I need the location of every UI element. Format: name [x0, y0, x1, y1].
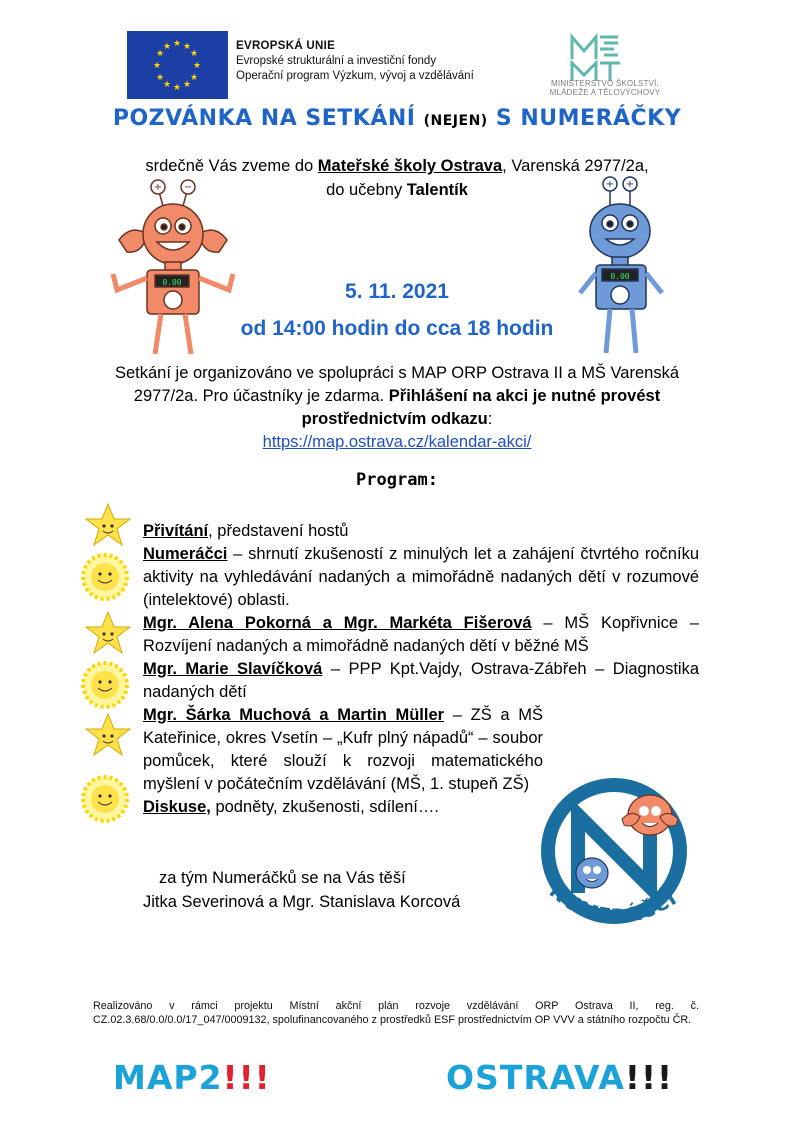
- program-item: [143, 520, 699, 543]
- org-text: Setkání je organizováno ve spolupráci s MAP ORP Ostrava II a MŠ Varenská 2977/2a. Pro účastníky je zdarma.: [114, 364, 680, 405]
- eu-funds-line: Evropské strukturální a investiční fondy: [236, 55, 437, 67]
- program-item-title: Numeráčci: [143, 545, 228, 563]
- title-part1: POZVÁNKA NA SETKÁNÍ: [112, 106, 424, 131]
- program-item: [143, 543, 699, 612]
- svg-text:+: +: [605, 179, 615, 190]
- map2-logo: [113, 1058, 271, 1097]
- room-name: Talentík: [406, 181, 468, 199]
- msmt-line2: MLÁDEŽE A TĚLOVÝCHOVY: [549, 88, 661, 97]
- svg-text:★: ★: [189, 73, 199, 83]
- school-name: Mateřské školy Ostrava: [317, 157, 503, 175]
- registration-link[interactable]: https://map.ostrava.cz/kalendar-akci/: [262, 433, 532, 451]
- svg-text:★: ★: [182, 80, 192, 90]
- svg-text:+: +: [153, 182, 163, 193]
- numeracci-logo-icon: [530, 775, 705, 945]
- program-item-text: – MŠ Kopřivnice – Rozvíjení nadaných a mimořádně nadaných dětí v běžné MŠ: [143, 614, 699, 655]
- program-item-title: Mgr. Šárka Muchová a Martin Müller: [143, 706, 445, 724]
- eu-programme-text: [236, 39, 474, 84]
- program-item-text: , představení hostů: [208, 522, 349, 540]
- signature-line1: za tým Numeráčků se na Vás těší: [159, 869, 406, 887]
- program-item: [143, 704, 543, 796]
- project-footnote: Realizováno v rámci projektu Místní akční plán rozvoje vzdělávání ORP Ostrava II, reg. č. CZ.02.3.68/0.0/0.0/17_047/0009132, spolufinancovaného z prostředků ESF prostřednictvím OP VVV a státního rozpočtu ČR.: [93, 1000, 699, 1026]
- svg-text:★: ★: [162, 42, 172, 52]
- invite-room-pre: do učebny: [326, 181, 407, 199]
- svg-text:★: ★: [162, 80, 172, 90]
- msmt-name: [535, 79, 675, 97]
- svg-text:★: ★: [192, 61, 202, 71]
- svg-text:★: ★: [155, 73, 165, 83]
- sun-icon: [80, 774, 130, 824]
- eu-title: EVROPSKÁ UNIE: [236, 40, 336, 52]
- svg-text:★: ★: [172, 39, 182, 49]
- title-part2: (NEJEN): [423, 113, 488, 129]
- program-heading: Program:: [356, 470, 438, 490]
- registration-colon: :: [487, 410, 493, 428]
- program-item-title: Přivítání: [143, 522, 209, 540]
- svg-text:−: −: [183, 182, 193, 193]
- svg-text:★: ★: [152, 61, 162, 71]
- eu-op-line: Operační program Výzkum, vývoj a vzdělávání: [236, 70, 474, 82]
- eu-flag-icon: [127, 31, 228, 99]
- ostrava-text: OSTRAVA: [446, 1058, 625, 1097]
- program-item-text: – ZŠ a MŠ Kateřinice, okres Vsetín – „Kufr plný nápadů“ – soubor pomůcek, které slouží k rozvoji matematického myšlení v počátečním vzdělávání (MŠ, 1. stupeň ZŠ): [143, 706, 543, 793]
- program-item-text: podněty, zkušenosti, sdílení….: [210, 798, 439, 816]
- program-item: [143, 658, 699, 704]
- star-icon: [84, 502, 132, 548]
- program-item-title: Mgr. Alena Pokorná a Mgr. Markéta Fišerová: [143, 614, 532, 632]
- program-item: [143, 612, 699, 658]
- program-item-text: – PPP Kpt.Vajdy, Ostrava-Zábřeh – Diagnostika nadaných dětí: [143, 660, 699, 701]
- svg-text:+: +: [625, 179, 635, 190]
- orange-robot-display: 0.00: [162, 278, 182, 287]
- msmt-line1: MINISTERSTVO ŠKOLSTVÍ,: [551, 79, 659, 88]
- program-item-title: Mgr. Marie Slavíčková: [143, 660, 323, 678]
- title-part3: S NUMERÁČKY: [487, 106, 682, 131]
- event-date: 5. 11. 2021: [345, 280, 449, 303]
- svg-text:★: ★: [172, 83, 182, 93]
- ostrava-exclamation: !!!: [624, 1058, 674, 1097]
- svg-text:★: ★: [155, 49, 165, 59]
- program-item-title: Diskuse,: [143, 798, 211, 816]
- page-title: [0, 106, 794, 131]
- registration-note: Přihlášení na akci je nutné provést prostřednictvím odkazu: [301, 387, 661, 428]
- numeracci-logo-text: NUMERÁČCI: [544, 878, 682, 929]
- svg-text:★: ★: [182, 42, 192, 52]
- program-item-text: – shrnutí zkušeností z minulých let a zahájení čtvrtého ročníku aktivity na vyhledávání nadaných a mimořádně nadaných dětí v rozumové (intelektové) oblasti.: [143, 545, 699, 609]
- star-icon: [84, 610, 132, 656]
- signature: [143, 866, 460, 914]
- invite-pre: srdečně Vás zveme do: [145, 157, 318, 175]
- blue-robot-display: 0.00: [610, 272, 630, 281]
- svg-text:★: ★: [189, 49, 199, 59]
- sun-icon: [80, 660, 130, 710]
- sun-icon: [80, 552, 130, 602]
- organization-info: [110, 362, 684, 454]
- ostrava-logo: [446, 1058, 673, 1097]
- star-icon: [84, 712, 132, 758]
- signature-line2: Jitka Severinová a Mgr. Stanislava Korcová: [143, 893, 461, 911]
- map2-exclamation: !!!: [222, 1058, 271, 1097]
- msmt-logo-icon: [568, 33, 624, 85]
- event-time: od 14:00 hodin do cca 18 hodin: [240, 317, 554, 340]
- map2-text: MAP2: [113, 1058, 223, 1097]
- school-address: , Varenská 2977/2a,: [502, 157, 649, 175]
